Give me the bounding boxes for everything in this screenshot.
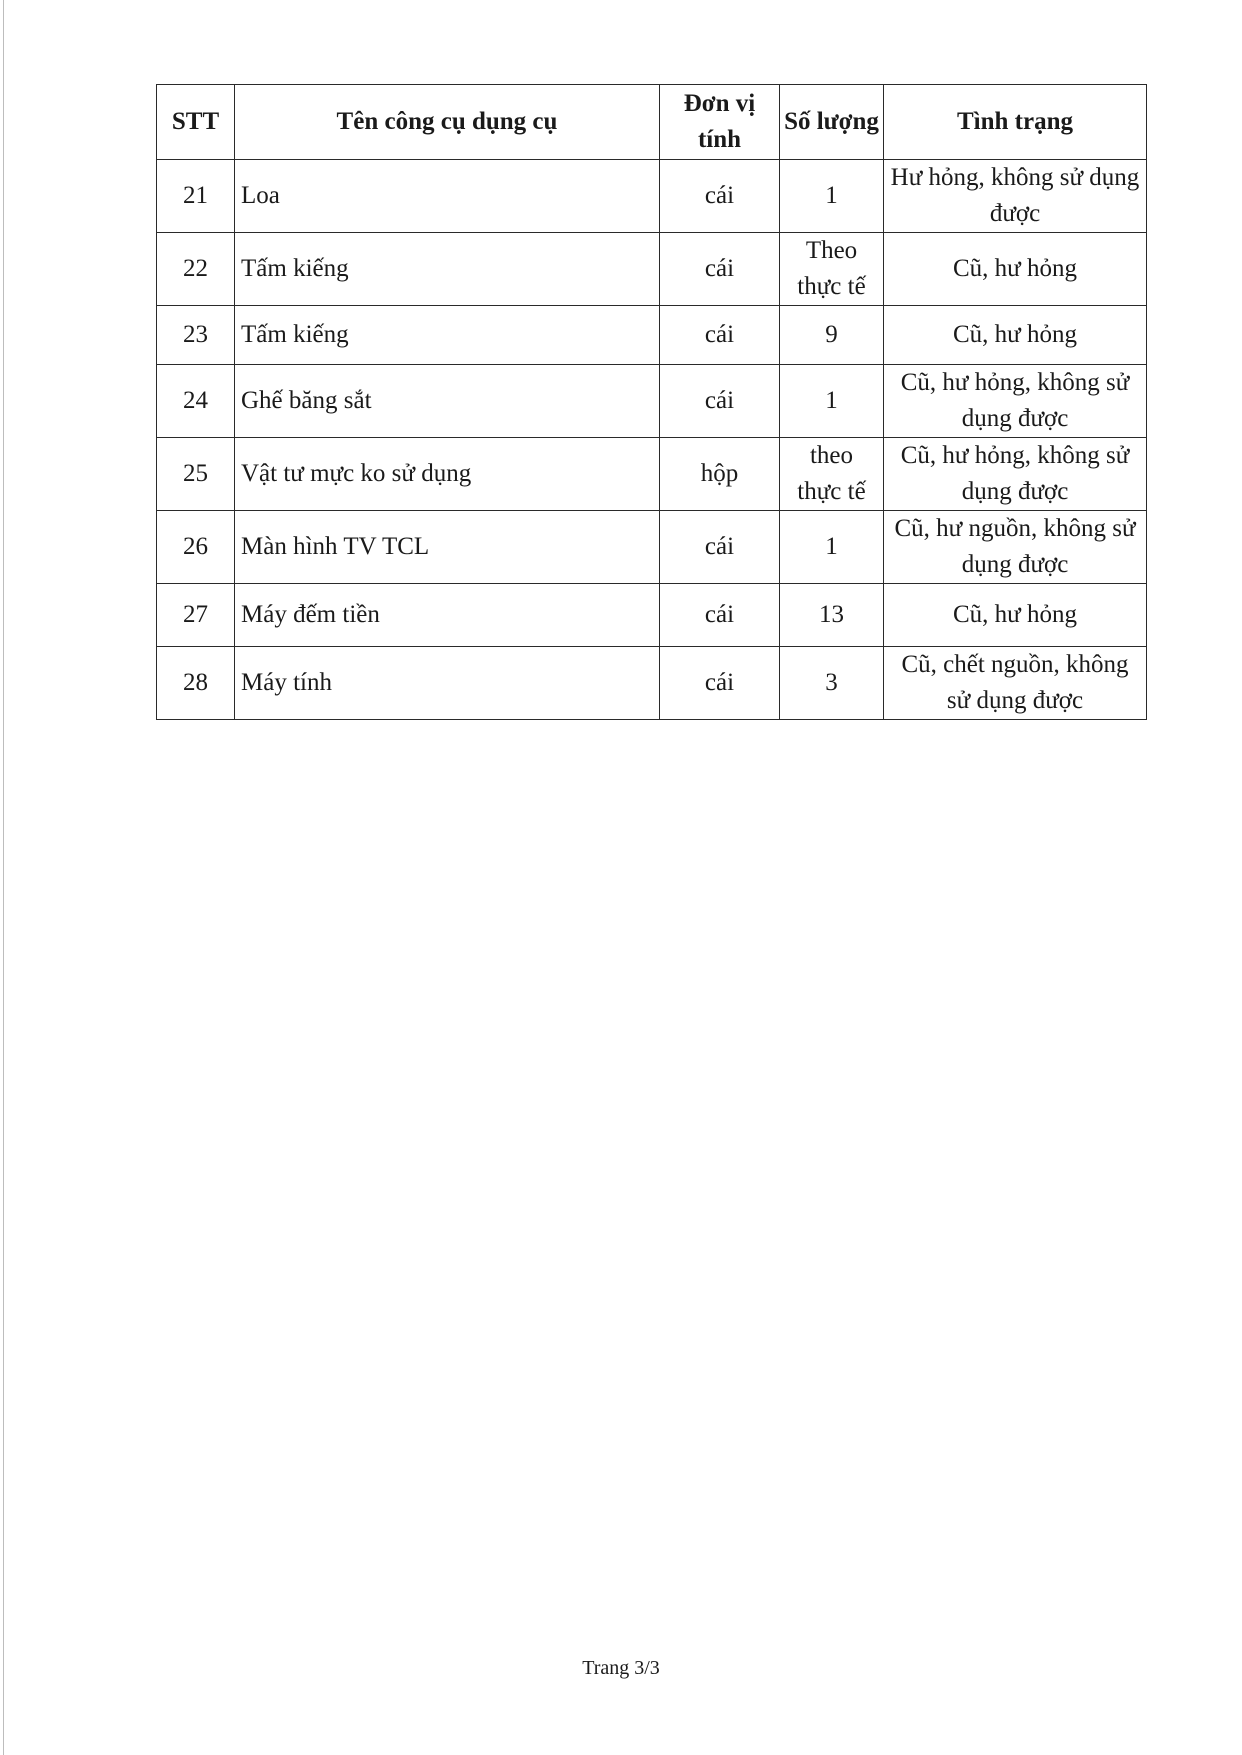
cell-unit: cái: [660, 233, 780, 306]
cell-name: Màn hình TV TCL: [235, 511, 660, 584]
cell-name: Tấm kiếng: [235, 306, 660, 365]
cell-unit: cái: [660, 306, 780, 365]
cell-stt: 28: [157, 647, 235, 720]
cell-name: Ghế băng sắt: [235, 365, 660, 438]
cell-name: Máy đếm tiền: [235, 584, 660, 647]
cell-unit: cái: [660, 647, 780, 720]
cell-name: Vật tư mực ko sử dụng: [235, 438, 660, 511]
cell-unit: cái: [660, 511, 780, 584]
cell-stt: 23: [157, 306, 235, 365]
cell-status: Cũ, hư hỏng, không sử dụng được: [884, 438, 1147, 511]
table-row: [157, 584, 1147, 647]
cell-stt: 27: [157, 584, 235, 647]
header-status: Tình trạng: [884, 85, 1147, 160]
cell-status: Cũ, hư hỏng: [884, 306, 1147, 365]
cell-unit: cái: [660, 160, 780, 233]
table-row: [157, 647, 1147, 720]
inventory-table: [156, 84, 1147, 720]
cell-quantity: 13: [780, 584, 884, 647]
table-row: [157, 365, 1147, 438]
table-row: [157, 511, 1147, 584]
cell-stt: 24: [157, 365, 235, 438]
cell-name: Tấm kiếng: [235, 233, 660, 306]
cell-name: Loa: [235, 160, 660, 233]
cell-unit: cái: [660, 365, 780, 438]
cell-quantity: 1: [780, 365, 884, 438]
cell-quantity: 1: [780, 511, 884, 584]
header-name: Tên công cụ dụng cụ: [235, 85, 660, 160]
cell-quantity: theo thực tế: [780, 438, 884, 511]
page-number: Trang 3/3: [582, 1657, 660, 1679]
table-row: [157, 438, 1147, 511]
cell-status: Cũ, chết nguồn, không sử dụng được: [884, 647, 1147, 720]
cell-stt: 21: [157, 160, 235, 233]
header-stt: STT: [157, 85, 235, 160]
cell-stt: 22: [157, 233, 235, 306]
cell-name: Máy tính: [235, 647, 660, 720]
cell-unit: cái: [660, 584, 780, 647]
cell-stt: 26: [157, 511, 235, 584]
cell-status: Cũ, hư nguồn, không sử dụng được: [884, 511, 1147, 584]
cell-quantity: 1: [780, 160, 884, 233]
cell-stt: 25: [157, 438, 235, 511]
cell-status: Cũ, hư hỏng: [884, 233, 1147, 306]
table-row: [157, 233, 1147, 306]
cell-quantity: 9: [780, 306, 884, 365]
header-quantity: Số lượng: [780, 85, 884, 160]
scan-page-edge: [3, 0, 4, 1755]
table-row: [157, 160, 1147, 233]
cell-quantity: Theo thực tế: [780, 233, 884, 306]
cell-quantity: 3: [780, 647, 884, 720]
table-row: [157, 306, 1147, 365]
table-header-row: [157, 85, 1147, 160]
cell-status: Cũ, hư hỏng: [884, 584, 1147, 647]
cell-status: Cũ, hư hỏng, không sử dụng được: [884, 365, 1147, 438]
cell-unit: hộp: [660, 438, 780, 511]
cell-status: Hư hỏng, không sử dụng được: [884, 160, 1147, 233]
header-unit: Đơn vị tính: [660, 85, 780, 160]
